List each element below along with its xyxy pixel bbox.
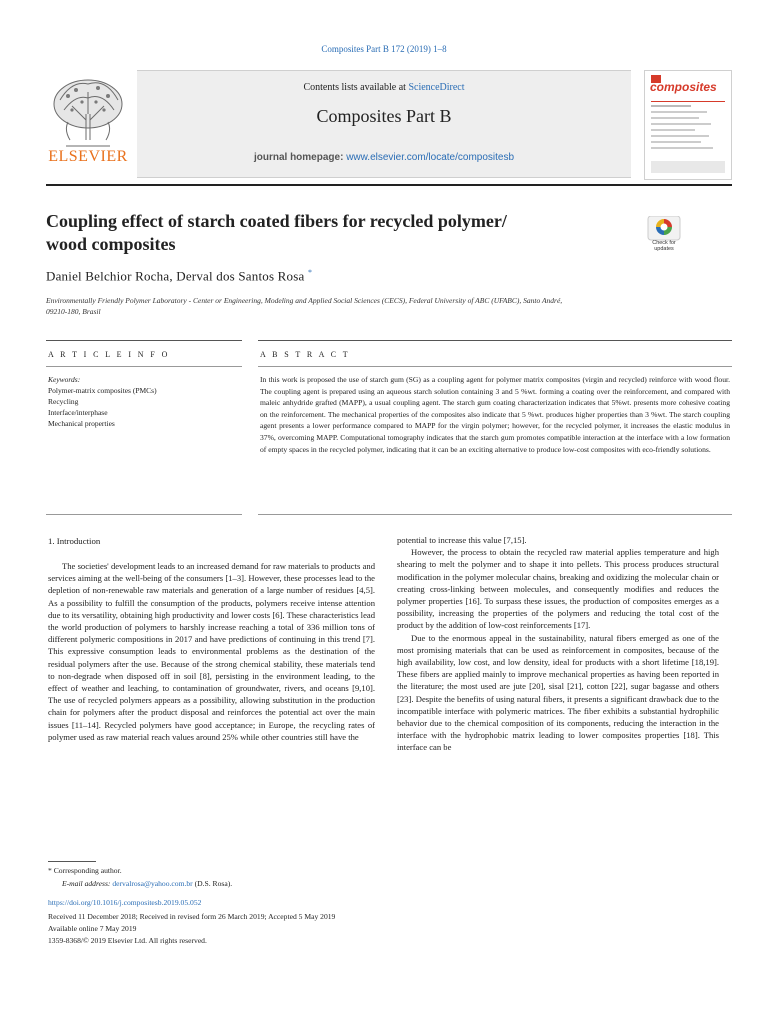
keywords-block <box>48 374 238 429</box>
homepage-url-link[interactable]: www.elsevier.com/locate/compositesb <box>346 152 515 163</box>
title-line-1: Coupling effect of starch coated fibers for recycled polymer/ <box>46 211 507 231</box>
divider <box>46 366 242 367</box>
abstract-text: In this work is proposed the use of starch gum (SG) as a coupling agent for polymer matrix composites (virgin and recycled) reinforce with wood flour. The coupling agent is prepared using an aqueous starch solution containing 3 and 5 %wt. forming a coating over the reinforcement, and compared with maleic anhydride grafted (MAPP), a usual coupling agent. The starch gum coating characterization indicates that 5%wt. presents more cohesive coating on the reinforcement. The mechanical properties of the composites also indicate that 5 %wt. produces higher properties than 3 %wt. The starch coupling agent presents a lower performance compared to MAPP for the virgin polymer; however, for the recycled polymer, it increases the elastic modulus in 37%, overcoming MAPP. Computational tomography indicates that the starch gum promotes compatible interaction at the interface with a low formation of empty spaces in the recycled polymer, indicating that it can be an exciting alternative to produce low-cost composites with eco-friendly solutions. <box>260 375 730 454</box>
section-heading-introduction: 1. Introduction <box>48 536 101 546</box>
email-suffix: (D.S. Rosa). <box>192 879 233 888</box>
keyword-item: Recycling <box>48 397 79 406</box>
author-names: Daniel Belchior Rocha, Derval dos Santos Rosa <box>46 268 305 284</box>
divider <box>258 366 732 367</box>
title-line-2: wood composites <box>46 234 176 254</box>
email-note <box>62 879 232 888</box>
journal-reference-link[interactable]: Composites Part B 172 (2019) 1–8 <box>321 44 447 54</box>
body-paragraph: Due to the enormous appeal in the sustainability, natural fibers emerged as one of the most promising materials that can be used as reinforcement in composites, because of the high availability, low cost, and low density, ideal for products with a short lifetime [18,19]. These fibers are applied mainly to improve mechanical properties as having been reported in the literature; the most used are jute [20], sisal [21], cotton [22], sugar bagasse and others [23]. Despite the benefits of using natural fibers, it presents a significant drawback due to the incompatible interface with polymeric matrices. The fiber exhibits a substantial hydrophilic behavior due to the chemical composition of its components, reducing the interaction in the interface with the hydrophobic matrix leading to lower composites properties [18]. This interface can be <box>397 632 719 753</box>
keyword-item: Mechanical properties <box>48 419 115 428</box>
copyright-notice: 1359-8368/© 2019 Elsevier Ltd. All rights reserved. <box>48 936 207 945</box>
divider <box>258 514 732 515</box>
affiliation-line-1: Environmentally Friendly Polymer Laboratory - Center or Engineering, Modeling and Applied Social Sciences (CECS), Federal University of ABC (UFABC), Santo André, <box>46 296 563 305</box>
keyword-item: Polymer-matrix composites (PMCs) <box>48 386 157 395</box>
divider <box>46 340 242 341</box>
received-dates: Received 11 December 2018; Received in revised form 26 March 2019; Accepted 5 May 2019 <box>48 912 336 921</box>
email-link[interactable]: dervalrosa@yahoo.com.br <box>112 879 193 888</box>
sciencedirect-link[interactable]: ScienceDirect <box>408 82 465 93</box>
cover-title: composites <box>650 80 717 94</box>
header-divider <box>46 184 732 186</box>
elsevier-wordmark: ELSEVIER <box>48 148 128 165</box>
journal-homepage-line <box>137 152 631 163</box>
crossmark-line-2: updates <box>654 246 674 252</box>
journal-name: Composites Part B <box>316 106 452 126</box>
crossmark-line-1: Check for <box>652 240 676 246</box>
homepage-label: journal homepage: <box>253 152 347 163</box>
footnote-divider <box>48 861 96 862</box>
keyword-item: Interface/interphase <box>48 408 108 417</box>
body-paragraph: However, the process to obtain the recycled raw material applies temperature and high shearing to melt the polymer and to shape it into pellets. This process produces structural modification in the polymer molecular chains, breaking and oxidizing the molecular chain or creating cross-linking between molecules, and consequently modifies and reduces the polymer properties [16]. To surpass these issues, the production of composites emerges as a possibility, increasing the properties of the polymers and reducing the total cost of the product by the addition of low-cost reinforcements [17]. <box>397 547 719 631</box>
article-title <box>46 210 606 256</box>
body-paragraph: potential to increase this value [7,15]. <box>397 535 527 545</box>
abstract-heading: A B S T R A C T <box>260 350 351 359</box>
body-column-left <box>48 560 375 743</box>
contents-prefix: Contents lists available at <box>303 82 409 93</box>
email-label: E-mail address: <box>62 879 113 888</box>
divider <box>258 340 732 341</box>
contents-lists-line <box>137 82 631 93</box>
corresponding-author-mark[interactable]: * <box>307 268 313 277</box>
doi-link[interactable]: https://doi.org/10.1016/j.compositesb.2019.05.052 <box>48 898 202 907</box>
corresponding-author-note: * Corresponding author. <box>48 866 122 875</box>
body-paragraph: The societies' development leads to an increased demand for raw materials to products and services aiming at the well-being of the consumers [1–3]. However, these processes lead to the depletion of non-renewable raw materials and generation of a large number of residues [4,5]. As a possibility to fulfill the consumption of the products, polymers receive intense attention due to its versatility, obtaining high productivity and lower costs [6]. These characteristics lead the world production of polymers to harshly increase reaching a total of 336 million tons of different polymeric compositions in 2017 and have predictions of continuing in this trend [7]. This expressive consumption leads to environmental problems as the destination of the residual polymers after the use. Because of the strong chemical stability, these materials tend to non-degrade when disposed off in soil [8], persisting in the environment leading, to the effect of weather and leaching, to contamination of groundwater, rivers, and oceans [9,10]. The use of recycled polymers appears as a possibility, allowing substitution in the production chain for polymers after the product disposal and reinforces the potential act over the main issues [11–14]. Recycled polymers have good acceptance; in Europe, the recycling rates of polymer used as raw material reach values around 25% while other countries still have the <box>48 561 375 742</box>
available-online-date: Available online 7 May 2019 <box>48 924 137 933</box>
divider <box>46 514 242 515</box>
affiliation-line-2: 09210-180, Brasil <box>46 307 101 316</box>
keywords-label: Keywords: <box>48 375 81 384</box>
article-info-heading: A R T I C L E I N F O <box>48 350 170 359</box>
check-for-updates-label <box>644 240 684 252</box>
author-affiliation <box>46 295 726 317</box>
body-column-right <box>397 534 719 754</box>
author-list <box>46 268 312 284</box>
